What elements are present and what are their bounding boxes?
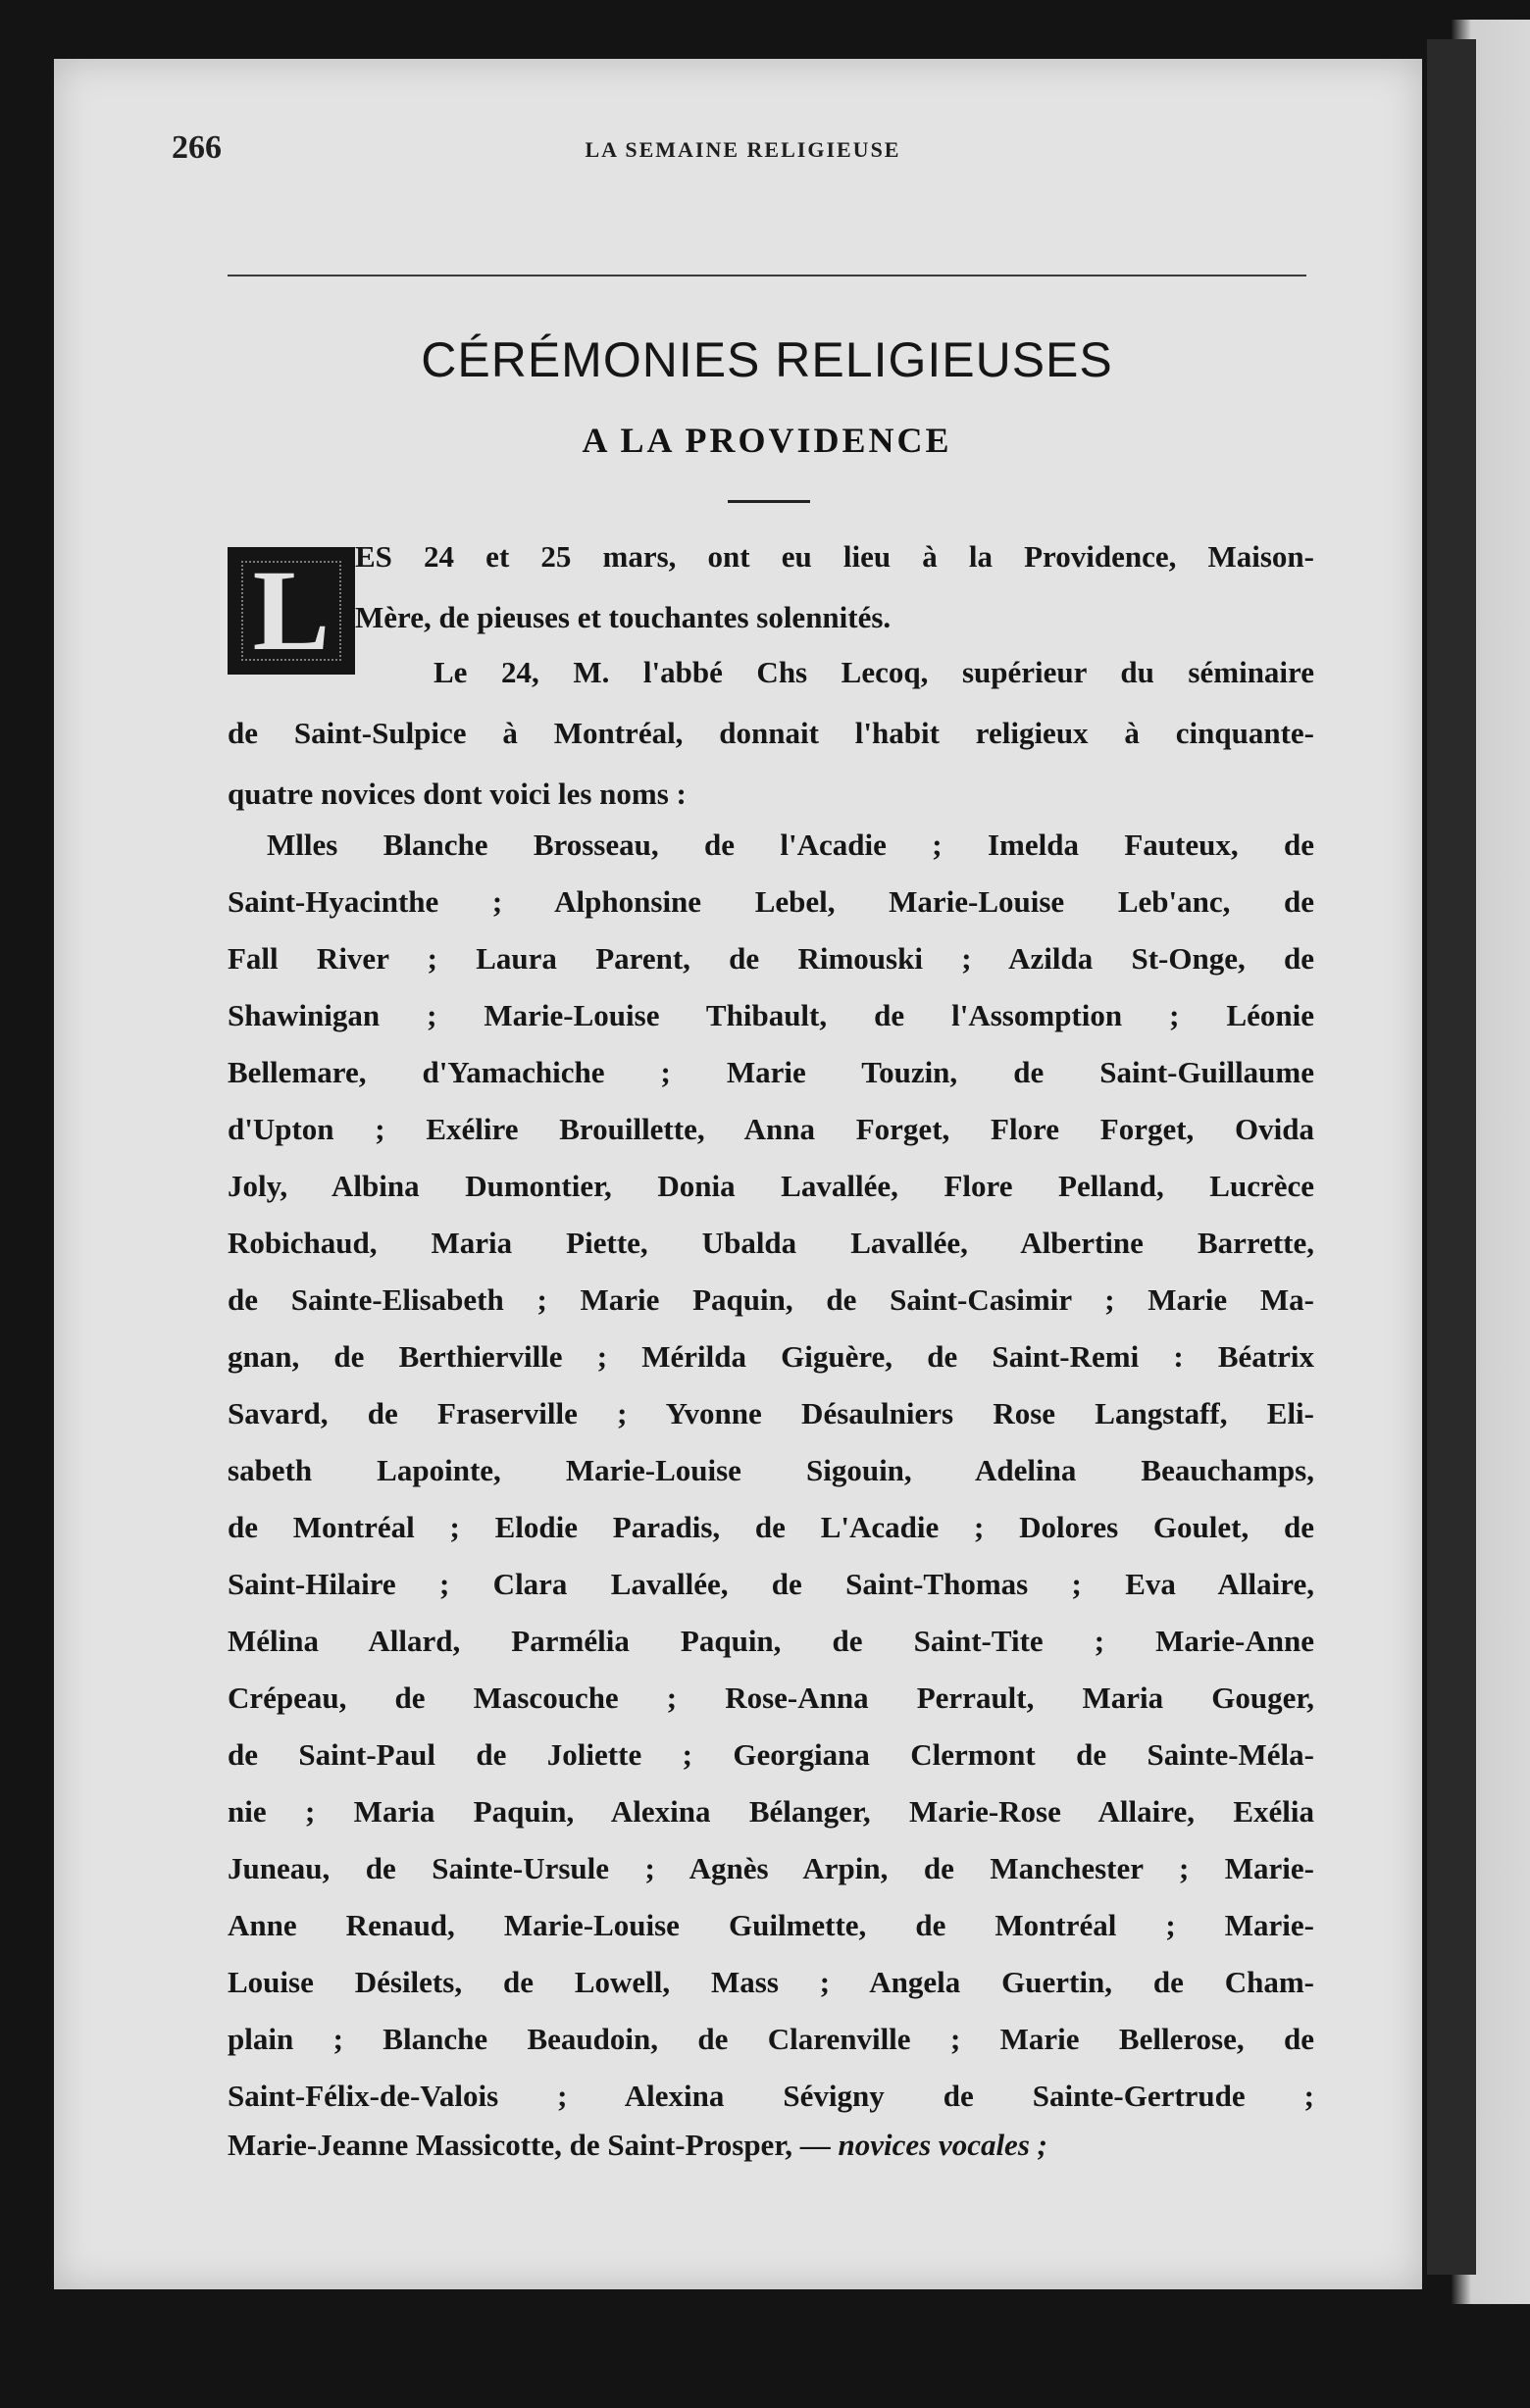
body-line: Juneau, de Sainte-Ursule ; Agnès Arpin, de Manchester ; Marie- xyxy=(228,1851,1314,1885)
body-line: sabeth Lapointe, Marie-Louise Sigouin, Adelina Beauchamps, xyxy=(228,1453,1314,1487)
body-line: Mère, de pieuses et touchantes solennités. xyxy=(355,600,892,634)
body-line: Robichaud, Maria Piette, Ubalda Lavallée, Albertine Barrette, xyxy=(228,1226,1314,1260)
body-line: Bellemare, d'Yamachiche ; Marie Touzin, de Saint-Guillaume xyxy=(228,1055,1314,1089)
body-line: Saint-Félix-de-Valois ; Alexina Sévigny de Sainte-Gertrude ; xyxy=(228,2079,1314,2113)
body-line-final xyxy=(228,2126,1314,2165)
body-line: quatre novices dont voici les noms : xyxy=(228,777,687,811)
body-line: Mlles Blanche Brosseau, de l'Acadie ; Imelda Fauteux, de xyxy=(267,828,1314,862)
scan-border xyxy=(1427,39,1476,2275)
running-head: LA SEMAINE RELIGIEUSE xyxy=(585,137,901,162)
body-line: Mélina Allard, Parmélia Paquin, de Saint-Tite ; Marie-Anne xyxy=(228,1624,1314,1658)
body-line: ES 24 et 25 mars, ont eu lieu à la Providence, Maison- xyxy=(355,539,1314,574)
article-title: CÉRÉMONIES RELIGIEUSES xyxy=(421,332,1113,387)
body-line: Saint-Hyacinthe ; Alphonsine Lebel, Marie-Louise Leb'anc, de xyxy=(228,884,1314,919)
final-line-text: Marie-Jeanne Massicotte, de Saint-Prosper, — xyxy=(228,2128,831,2162)
body-line: Crépeau, de Mascouche ; Rose-Anna Perrault, Maria Gouger, xyxy=(228,1681,1314,1715)
body-line: Louise Désilets, de Lowell, Mass ; Angela Guertin, de Cham- xyxy=(228,1965,1314,1999)
body-line: d'Upton ; Exélire Brouillette, Anna Forget, Flore Forget, Ovida xyxy=(228,1112,1314,1146)
body-line: Savard, de Fraserville ; Yvonne Désaulniers Rose Langstaff, Eli- xyxy=(228,1396,1314,1430)
body-line: de Saint-Sulpice à Montréal, donnait l'habit religieux à cinquante- xyxy=(228,716,1314,750)
body-line: de Montréal ; Elodie Paradis, de L'Acadie ; Dolores Goulet, de xyxy=(228,1510,1314,1544)
body-line: Anne Renaud, Marie-Louise Guilmette, de Montréal ; Marie- xyxy=(228,1908,1314,1942)
body-line: plain ; Blanche Beaudoin, de Clarenville ; Marie Bellerose, de xyxy=(228,2022,1314,2056)
body-line: gnan, de Berthierville ; Mérilda Giguère, de Saint-Remi : Béatrix xyxy=(228,1339,1314,1374)
body-line: de Sainte-Elisabeth ; Marie Paquin, de Saint-Casimir ; Marie Ma- xyxy=(228,1282,1314,1317)
body-line: Fall River ; Laura Parent, de Rimouski ; Azilda St-Onge, de xyxy=(228,941,1314,976)
body-line: de Saint-Paul de Joliette ; Georgiana Clermont de Sainte-Méla- xyxy=(228,1737,1314,1772)
title-divider xyxy=(728,500,810,503)
body-line: nie ; Maria Paquin, Alexina Bélanger, Marie-Rose Allaire, Exélia xyxy=(228,1794,1314,1829)
final-line-italic: novices vocales ; xyxy=(838,2128,1047,2162)
article-subtitle: A LA PROVIDENCE xyxy=(582,421,952,460)
body-line: Shawinigan ; Marie-Louise Thibault, de l'Assomption ; Léonie xyxy=(228,998,1314,1032)
body-line: Saint-Hilaire ; Clara Lavallée, de Saint-Thomas ; Eva Allaire, xyxy=(228,1567,1314,1601)
drop-cap: L xyxy=(228,547,355,675)
header-rule xyxy=(228,275,1306,276)
page-number: 266 xyxy=(172,129,222,166)
body-line: Joly, Albina Dumontier, Donia Lavallée, Flore Pelland, Lucrèce xyxy=(228,1169,1314,1203)
body-line: Le 24, M. l'abbé Chs Lecoq, supérieur du séminaire xyxy=(434,655,1314,689)
page-header xyxy=(172,129,1314,178)
